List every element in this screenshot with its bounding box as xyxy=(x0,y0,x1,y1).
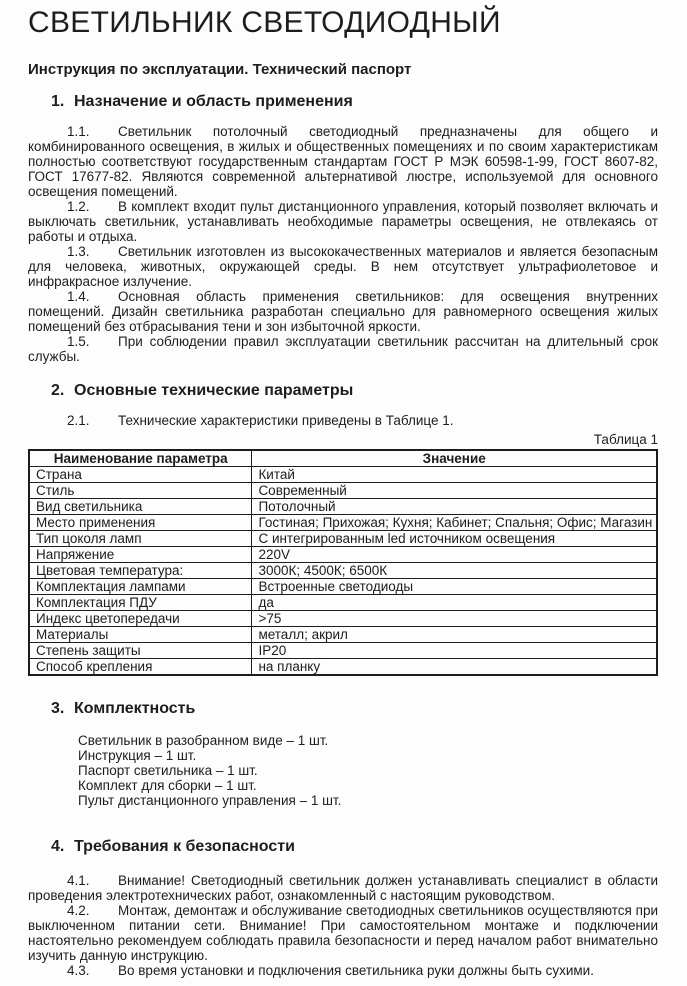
list-item: Инструкция – 1 шт. xyxy=(78,748,197,763)
paragraph-1-2-number: 1.2. xyxy=(67,199,90,214)
table-row xyxy=(29,531,657,547)
value-cell: Китай xyxy=(252,467,657,483)
table-row xyxy=(29,611,657,627)
param-cell: Комплектация лампами xyxy=(29,579,252,595)
section-2-title: Основные технические параметры xyxy=(74,382,354,399)
paragraph-2-1 xyxy=(28,413,658,428)
paragraph-2-1-text: Технические характеристики приведены в Таблице 1. xyxy=(118,413,454,428)
section-4-heading xyxy=(28,838,658,855)
specs-header-value: Значение xyxy=(252,450,657,467)
list-item: Паспорт светильника – 1 шт. xyxy=(78,763,258,778)
table-row xyxy=(29,595,657,611)
section-3-number: 3. xyxy=(51,700,65,717)
paragraph-4-1-number: 4.1. xyxy=(67,873,90,888)
section-1-heading xyxy=(28,93,658,110)
table-row xyxy=(29,659,657,676)
section-1-title: Назначение и область применения xyxy=(74,93,353,110)
paragraph-1-5-number: 1.5. xyxy=(67,334,90,349)
paragraph-4-3-text: Во время установки и подключения светильника руки должны быть сухими. xyxy=(118,963,594,978)
value-cell: на планку xyxy=(252,659,657,676)
paragraph-1-5-text: При соблюдении правил эксплуатации светильник рассчитан на длительный срок службы. xyxy=(28,334,658,364)
section-1-number: 1. xyxy=(51,93,65,110)
paragraph-4-2-number: 4.2. xyxy=(67,903,90,918)
section-3-heading xyxy=(28,700,658,717)
value-cell: да xyxy=(252,595,657,611)
value-cell: >75 xyxy=(252,611,657,627)
paragraph-1-2-text: В комплект входит пульт дистанционного управления, который позволяет включать и выключать светильник, устанавливать необходимые параметры освещения, не отвлекаясь от работы и отдыха. xyxy=(28,199,658,244)
specs-table xyxy=(28,449,658,676)
paragraph-1-4 xyxy=(28,289,658,334)
param-cell: Индекс цветопередачи xyxy=(29,611,252,627)
paragraph-1-3-text: Светильник изготовлен из высококачественных материалов и является безопасным для человека, животных, окружающей среды. В нем отсутствует ультрафиолетовое и инфракрасное излучение. xyxy=(28,244,658,289)
paragraph-4-1-text: Внимание! Светодиодный светильник должен устанавливать специалист в области проведения электротехнических работ, ознакомленный с настоящим руководством. xyxy=(28,873,658,903)
paragraph-4-1 xyxy=(28,873,658,903)
table-row xyxy=(29,515,657,531)
paragraph-1-1-text: Светильник потолочный светодиодный предназначены для общего и комбинированного освещения, в жилых и общественных помещениях и по своим характеристикам полностью соответствуют государственным стандартам ГОСТ Р МЭК 60598-1-99, ГОСТ 8607-82, ГОСТ 17677-82. Являются современной альтернативой люстре, используемой для основного освещения помещений. xyxy=(28,124,658,199)
table-row xyxy=(29,483,657,499)
value-cell: Встроенные светодиоды xyxy=(252,579,657,595)
paragraph-1-3-number: 1.3. xyxy=(67,244,90,259)
value-cell: IP20 xyxy=(252,643,657,659)
kit-contents-list xyxy=(28,733,658,808)
param-cell: Материалы xyxy=(29,627,252,643)
table-caption: Таблица 1 xyxy=(593,432,658,447)
list-item: Пульт дистанционного управления – 1 шт. xyxy=(78,793,342,808)
paragraph-1-3 xyxy=(28,244,658,289)
table-row xyxy=(29,563,657,579)
paragraph-4-3 xyxy=(28,963,658,978)
paragraph-1-5 xyxy=(28,334,658,364)
section-3-title: Комплектность xyxy=(74,700,196,717)
paragraph-1-4-number: 1.4. xyxy=(67,289,90,304)
specs-table-header-row xyxy=(29,450,657,467)
list-item: Светильник в разобранном виде – 1 шт. xyxy=(78,733,329,748)
list-item: Комплект для сборки – 1 шт. xyxy=(78,778,257,793)
paragraph-1-1-number: 1.1. xyxy=(67,124,90,139)
table-row xyxy=(29,643,657,659)
param-cell: Комплектация ПДУ xyxy=(29,595,252,611)
value-cell: металл; акрил xyxy=(252,627,657,643)
table-row xyxy=(29,547,657,563)
table-row xyxy=(29,467,657,483)
param-cell: Способ крепления xyxy=(29,659,252,676)
param-cell: Место применения xyxy=(29,515,252,531)
table-row xyxy=(29,579,657,595)
value-cell: Гостиная; Прихожая; Кухня; Кабинет; Спальня; Офис; Магазин xyxy=(252,515,657,531)
section-2-heading xyxy=(28,382,658,399)
section-2-number: 2. xyxy=(51,382,65,399)
paragraph-4-2 xyxy=(28,903,658,963)
param-cell: Стиль xyxy=(29,483,252,499)
specs-header-parameter: Наименование параметра xyxy=(29,450,252,467)
section-4-title: Требования к безопасности xyxy=(74,838,295,855)
document-title: СВЕТИЛЬНИК СВЕТОДИОДНЫЙ xyxy=(28,6,501,39)
paragraph-1-1 xyxy=(28,124,658,199)
value-cell: Потолочный xyxy=(252,499,657,515)
param-cell: Страна xyxy=(29,467,252,483)
param-cell: Вид светильника xyxy=(29,499,252,515)
paragraph-1-2 xyxy=(28,199,658,244)
value-cell: 3000К; 4500К; 6500К xyxy=(252,563,657,579)
param-cell: Напряжение xyxy=(29,547,252,563)
value-cell: С интегрированным led источником освещения xyxy=(252,531,657,547)
section-4-number: 4. xyxy=(51,838,65,855)
value-cell: 220V xyxy=(252,547,657,563)
param-cell: Степень защиты xyxy=(29,643,252,659)
paragraph-1-4-text: Основная область применения светильников: для освещения внутренних помещений. Дизайн светильника разработан специально для равномерного освещения жилых помещений без отбрасывания тени и зон избыточной яркости. xyxy=(28,289,658,334)
paragraph-4-3-number: 4.3. xyxy=(67,963,90,978)
param-cell: Цветовая температура: xyxy=(29,563,252,579)
paragraph-2-1-number: 2.1. xyxy=(67,413,90,428)
table-row xyxy=(29,627,657,643)
value-cell: Современный xyxy=(252,483,657,499)
document-subtitle: Инструкция по эксплуатации. Технический паспорт xyxy=(28,61,412,78)
table-row xyxy=(29,499,657,515)
param-cell: Тип цоколя ламп xyxy=(29,531,252,547)
paragraph-4-2-text: Монтаж, демонтаж и обслуживание светодиодных светильников осуществляются при выключенном питании сети. Внимание! При самостоятельном монтаже и подключении настоятельно рекомендуем соблюдать правила безопасности и перед началом работ внимательно изучить данную инструкцию. xyxy=(28,903,658,963)
